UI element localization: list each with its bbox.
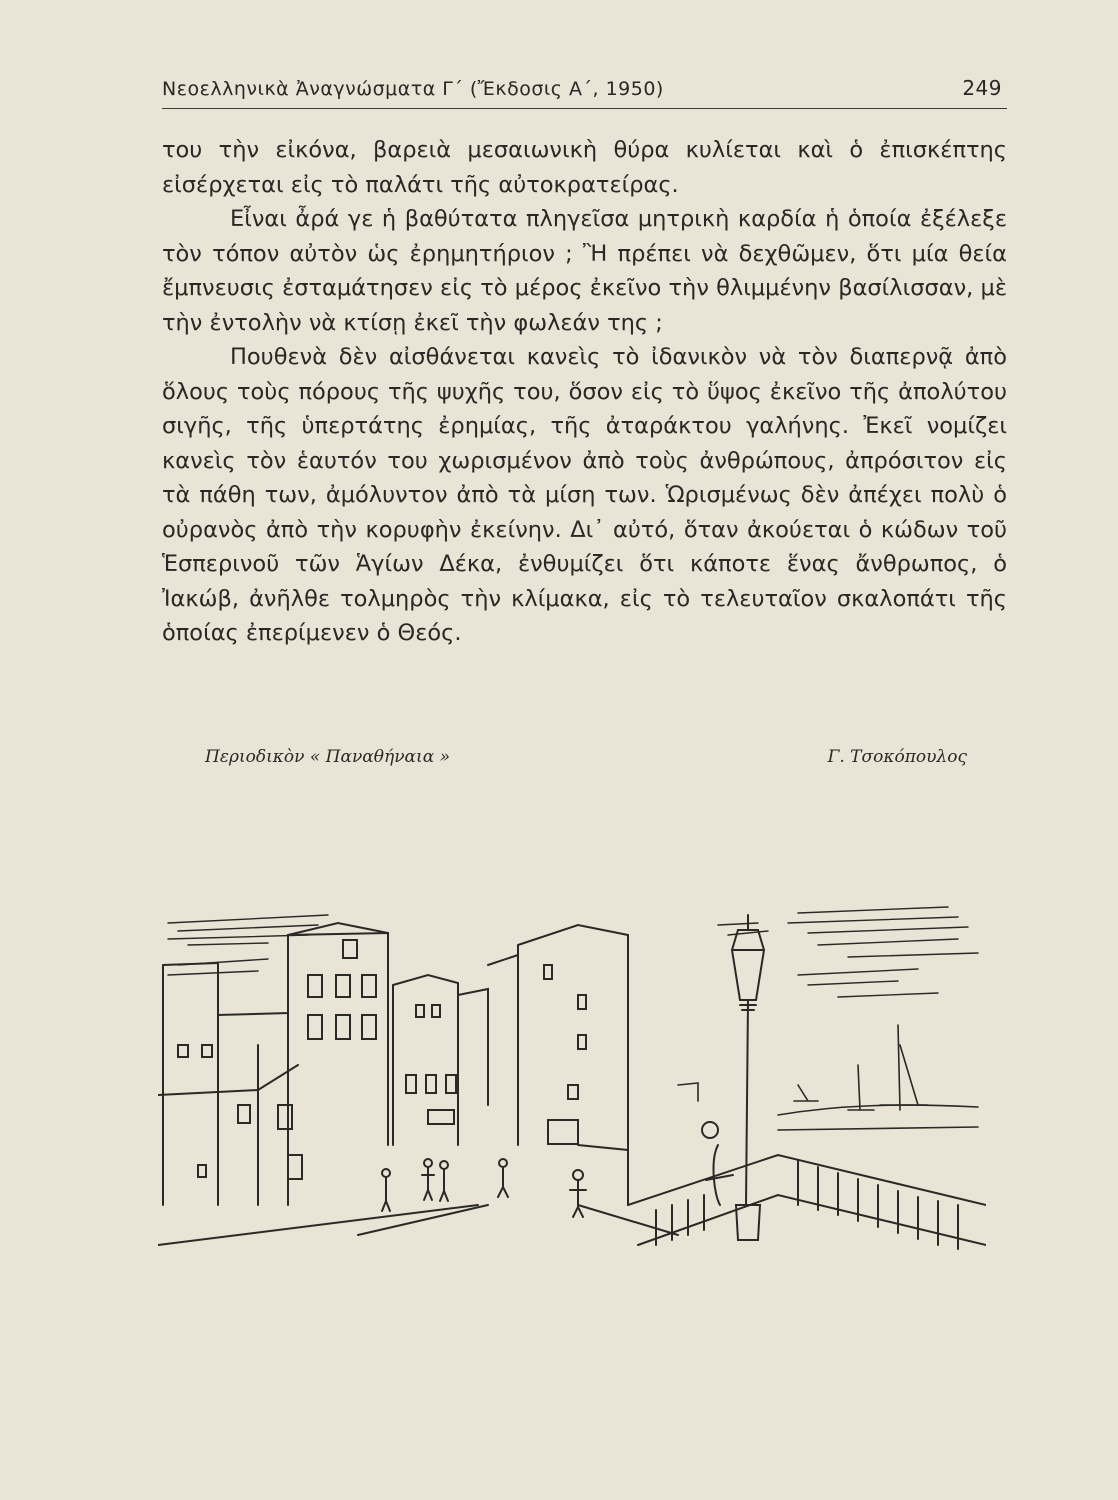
source-citation: Περιοδικὸν « Παναθήναια » — [205, 747, 450, 767]
running-header — [162, 72, 1002, 112]
running-title: Νεοελληνικὰ Ἀναγνώσματα Γ΄ (Ἔκδοσις Α΄, 1950) — [162, 78, 664, 100]
harbor-boats — [678, 1025, 978, 1130]
left-buildings — [158, 923, 388, 1205]
town-street-illustration — [158, 905, 986, 1255]
lamppost — [732, 915, 764, 1240]
balustrade — [628, 1122, 986, 1249]
sky-hatching-right — [718, 907, 978, 997]
paragraph-2: Εἶναι ἆρά γε ἡ βαθύτατα πληγεῖσα μητρικὴ καρδία ἡ ὁποία ἐξέλεξε τὸν τόπον αὐτὸν ὡς ἐρημητήριον ; Ἢ πρέπει νὰ δεχθῶμεν, ὅτι μία θεία ἔμπνευσις ἐσταμάτησεν εἰς τὸ μέρος ἐκεῖνο τὴν θλιμμένην βασίλισσαν, μὲ τὴν ἐντολὴν νὰ κτίσῃ ἐκεῖ τὴν φωλεάν της ; — [162, 206, 1007, 336]
page-number: 249 — [962, 76, 1002, 100]
street-pedestrians — [158, 1159, 678, 1245]
body-text — [162, 133, 1007, 651]
author-name: Γ. Τσοκόπουλος — [827, 747, 967, 767]
sky-hatching-left — [168, 915, 328, 975]
center-buildings — [393, 925, 628, 1205]
header-rule — [162, 108, 1007, 109]
paragraph-1: του τὴν εἰκόνα, βαρειὰ μεσαιωνικὴ θύρα κυλίεται καὶ ὁ ἐπισκέπτης εἰσέρχεται εἰς τὸ παλάτι τῆς αὐτοκρατείρας. — [162, 137, 1007, 198]
paragraph-3: Πουθενὰ δὲν αἰσθάνεται κανεὶς τὸ ἰδανικὸν νὰ τὸν διαπερνᾷ ἀπὸ ὅλους τοὺς πόρους τῆς ψυχῆς του, ὅσον εἰς τὸ ὕψος ἐκεῖνο τῆς ἀπολύτου σιγῆς, τῆς ὑπερτάτης ἐρημίας, τῆς ἀταράκτου γαλήνης. Ἐκεῖ νομίζει κανεὶς τὸν ἑαυτόν του χωρισμένον ἀπὸ τοὺς ἀνθρώπους, ἀπρόσιτον εἰς τὰ πάθη των, ἀμόλυντον ἀπὸ τὰ μίση των. Ὡρισμένως δὲν ἀπέχει πολὺ ὁ οὐρανὸς ἀπὸ τὴν κορυφὴν ἐκείνην. Δι᾿ αὐτό, ὅταν ἀκούεται ὁ κώδων τοῦ Ἑσπερινοῦ τῶν Ἁγίων Δέκα, ἐνθυμίζει ὅτι κάποτε ἕνας ἄνθρωπος, ὁ Ἰακώβ, ἀνῆλθε τολμηρὸς τὴν κλίμακα, εἰς τὸ τελευταῖον σκαλοπάτι τῆς ὁποίας ἐπερίμενεν ὁ Θεός. — [162, 344, 1007, 646]
